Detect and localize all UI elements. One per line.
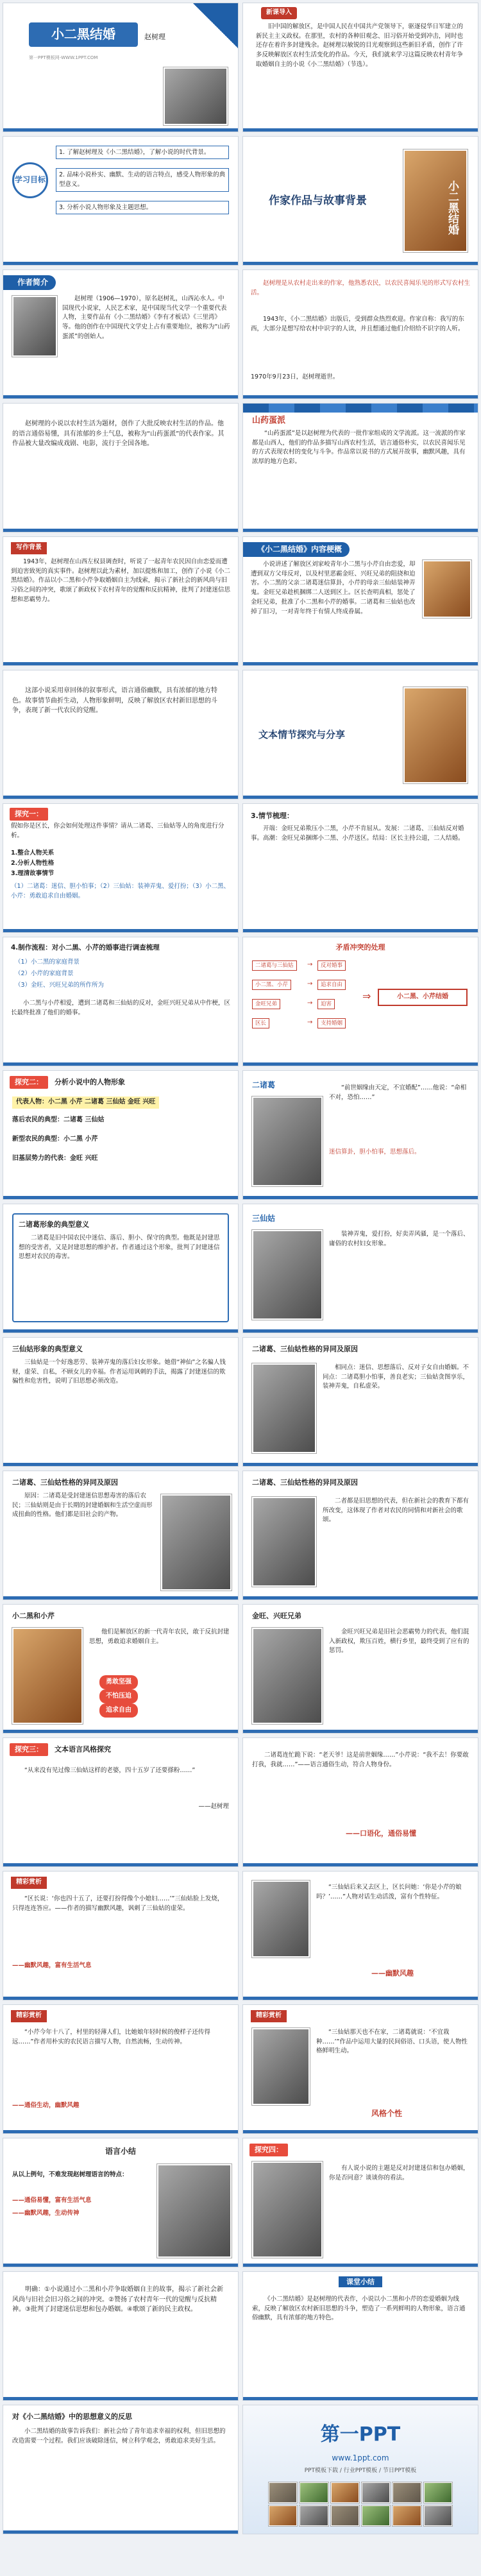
diagram-title: 矛盾冲突的处理 bbox=[335, 943, 385, 951]
section-heading: 《小二黑结婚》内容梗概 bbox=[243, 542, 350, 557]
slide-explore-heading[interactable] bbox=[242, 670, 478, 799]
section-heading: 二诸葛、三仙姑性格的异同及原因 bbox=[252, 1345, 358, 1353]
process-item: （1）小二黑的家庭背景 bbox=[15, 959, 80, 966]
author-text: 赵树理（1906—1970），原名赵树礼，山西沁水人。中国现代小说家，人民艺术家，是中国现当代文学一个重要代表人物，主要作品有《小二黑结婚》《李有才板话》《三里湾》等。他的创作在中国现代文学史上占有重要地位，被称为“山药蛋派”的创始人。 bbox=[62, 295, 230, 340]
slide-explore-4[interactable] bbox=[242, 2138, 478, 2267]
character-text: 金旺兴旺兄弟是旧社会恶霸势力的代表，他们混入新政权，欺压百姓，横行乡里，最终受到了应有的惩罚。 bbox=[329, 1628, 469, 1655]
bottom-bar bbox=[3, 1196, 238, 1199]
summary-text: 《小二黑结婚》是赵树理的代表作，小说以小二黑和小芹的恋爱婚姻为线索，反映了解放区农村新旧思想的斗争，塑造了一系列鲜明的人物形象，语言通俗幽默，具有浓郁的地方特色。 bbox=[252, 2296, 466, 2322]
slide-erzhuge[interactable] bbox=[242, 1070, 478, 1200]
scene-illustration bbox=[423, 560, 471, 618]
trait-pill: 勇敢坚强 bbox=[99, 1675, 138, 1689]
section-heading: 文本情节探究与分享 bbox=[258, 729, 346, 740]
example-source: ——赵树理 bbox=[198, 1803, 229, 1810]
flow-node: 支持婚姻 bbox=[317, 1018, 346, 1028]
bottom-bar bbox=[3, 2397, 238, 2400]
section-heading: 探究四： bbox=[249, 2144, 288, 2156]
section-tag: 精彩赏析 bbox=[11, 2010, 47, 2022]
section-heading: 3.情节梳理： bbox=[251, 812, 294, 820]
slide-appreciation-2[interactable] bbox=[242, 1871, 478, 2000]
section-heading: 4.制作流程：对小二黑、小芹的婚事进行调查梳理 bbox=[11, 944, 160, 951]
bottom-bar bbox=[3, 1596, 238, 1599]
bottom-bar bbox=[243, 1062, 478, 1066]
bottom-bar bbox=[3, 929, 238, 932]
style-note: ——幽默风趣 bbox=[371, 1969, 414, 1977]
section-heading: 探究二： bbox=[10, 1076, 48, 1089]
author-text: 赵树理 bbox=[144, 33, 165, 41]
style-note: ——口语化，通俗易懂 bbox=[346, 1829, 416, 1838]
style-note: ——幽默风趣，富有生活气息 bbox=[12, 1962, 92, 1969]
goal-item: 2. 品味小说朴实、幽默、生动的语言特点，感受人物形象的典型意义。 bbox=[56, 168, 229, 191]
explore-answer: （1）二诸葛：迷信、胆小怕事；（2）三仙姑：装神弄鬼、爱打扮；（3）小二黑、小芹：勇敢追求自由婚姻。 bbox=[11, 883, 230, 900]
example-text: 二诸葛连忙跪下说：“老天爷！这是前世姻缘……”小芹说：“我不去！你要敢打我，我就……”——语言通俗生动，符合人物身份。 bbox=[252, 1752, 469, 1768]
bottom-bar bbox=[243, 1863, 478, 1866]
bottom-bar bbox=[243, 529, 478, 532]
summary-point: ——幽默风趣，生动传神 bbox=[12, 2210, 80, 2217]
summary-point: ——通俗易懂，富有生活气息 bbox=[12, 2197, 92, 2204]
explore-item: 2.分析人物性格 bbox=[11, 860, 55, 867]
compare-text: 相同点：迷信、思想落后、反对子女自由婚姻。不同点：二诸葛胆小怕事，善良老实；三仙姑贪图享乐，装神弄鬼，自私虚荣。 bbox=[323, 1364, 469, 1390]
narrative-text: 这部小说采用章回体的叙事形式，语言通俗幽默，具有浓郁的地方特色。故事情节曲折生动，人物形象鲜明，反映了解放区农村新旧思想的斗争，表现了新一代农民的觉醒。 bbox=[12, 687, 217, 714]
slide-appreciation-1[interactable] bbox=[3, 1871, 239, 2000]
cover-illustration bbox=[164, 67, 228, 125]
bottom-bar bbox=[243, 1463, 478, 1466]
section-tag: 写作背景 bbox=[11, 542, 47, 554]
section-tag: 新课导入 bbox=[261, 7, 297, 19]
character-note: 迷信算卦，胆小怕事，思想落后。 bbox=[329, 1148, 421, 1156]
brand-subtitle: PPT模板下载 / 行业PPT模板 / 节日PPT模板 bbox=[304, 2468, 417, 2474]
author-portrait bbox=[12, 296, 57, 357]
bottom-bar bbox=[3, 796, 238, 799]
section-heading: 小二黑和小芹 bbox=[12, 1612, 55, 1620]
bottom-bar bbox=[243, 1997, 478, 2000]
slide-goals[interactable] bbox=[3, 136, 239, 266]
summary-text: 小说讲述了解放区刘家峧青年小二黑与小芹自由恋爱，却遭到双方父母反对，以及村里恶霸金旺、兴旺兄弟的阻挠和迫害。小二黑的父亲二诸葛迷信算卦，小芹的母亲三仙姑装神弄鬼。金旺兄弟趁机捆绑二人送到区上。区长查明真相，惩处了金旺兄弟，批准了小二黑和小芹的婚事。二诸葛和三仙姑也改掉了旧习，一对青年终于有情人终成眷属。 bbox=[251, 561, 416, 615]
example-quote: “从来没有见过像三仙姑这样的老婆，四十五岁了还要搽粉……” bbox=[24, 1767, 196, 1774]
illustration bbox=[252, 2028, 310, 2105]
meaning-text: 二诸葛是旧中国农民中迷信、落后、胆小、保守的典型。他既是封建思想的受害者，又是封建思想的维护者。作者通过这个形象，批判了封建迷信思想对农民的毒害。 bbox=[19, 1234, 220, 1261]
slide-compare-2[interactable] bbox=[3, 1471, 239, 1600]
character-name: 三仙姑 bbox=[252, 1214, 276, 1223]
slide-brand-ad[interactable] bbox=[242, 2405, 478, 2534]
character-note: 装神弄鬼，爱打扮，好卖弄风骚，是一个落后、庸俗的农村妇女形象。 bbox=[329, 1231, 469, 1247]
slide-conflict[interactable] bbox=[242, 937, 478, 1066]
template-thumbnail[interactable] bbox=[424, 2505, 452, 2526]
slide-language-summary[interactable] bbox=[3, 2138, 239, 2267]
template-thumbnail[interactable] bbox=[392, 2505, 421, 2526]
slide-process[interactable] bbox=[3, 937, 239, 1066]
bottom-bar bbox=[243, 2130, 478, 2133]
footer-text: 第一PPT模板网-WWW.1PPT.COM bbox=[29, 55, 98, 60]
bottom-bar bbox=[243, 1196, 478, 1199]
section-tag: 精彩赏析 bbox=[11, 1877, 47, 1889]
section-heading: 山药蛋派 bbox=[252, 416, 286, 425]
slide-appreciation-4[interactable] bbox=[242, 2004, 478, 2134]
bottom-bar bbox=[3, 1329, 238, 1333]
appreciation-text: “小芹今年十八了，村里的轻薄人们，比她娘年轻时候的俊样子还传得远……”作者用朴实的农民语言描写人物，自然流畅，生动传神。 bbox=[12, 2029, 210, 2045]
slide-jinwang[interactable] bbox=[242, 1604, 478, 1734]
bottom-bar bbox=[3, 662, 238, 665]
character-row: 新型农民的典型：小二黑 小芹 bbox=[12, 1136, 98, 1143]
bottom-bar bbox=[3, 1463, 238, 1466]
arrow-icon: ⇒ bbox=[362, 990, 371, 1002]
illustration bbox=[252, 2162, 323, 2258]
author-text-2: 1943年，《小二黑结婚》出版后，受到群众热烈欢迎。作家自称：我写的东西，大部分是想写给农村中识字的人读，并且想通过他们介绍给不识字的人听。 bbox=[251, 316, 464, 332]
bottom-bar bbox=[243, 1596, 478, 1599]
slide-summary[interactable] bbox=[242, 536, 478, 666]
question-text: 假如你是区长，你会如何处理这件事情？请从二诸葛、三仙姑等人的角度进行分析。 bbox=[11, 823, 224, 839]
bottom-bar bbox=[3, 1997, 238, 2000]
slide-xiaoerhei[interactable] bbox=[3, 1604, 239, 1734]
arrow-icon: → bbox=[307, 1000, 313, 1007]
bottom-bar bbox=[3, 128, 238, 132]
slide-explore-1[interactable] bbox=[3, 803, 239, 933]
character-row: 代表人物：小二黑 小芹 二诸葛 三仙姑 金旺 兴旺 bbox=[12, 1096, 159, 1109]
slide-erzhuge-meaning[interactable] bbox=[3, 1204, 239, 1333]
bottom-bar bbox=[3, 529, 238, 532]
template-thumbnail[interactable] bbox=[300, 2482, 328, 2503]
slide-language-1[interactable] bbox=[242, 1737, 478, 1867]
section-heading: 二诸葛、三仙姑性格的异同及原因 bbox=[252, 1478, 358, 1487]
bottom-bar bbox=[243, 262, 478, 265]
goals-badge: 学习目标 bbox=[12, 162, 48, 198]
slide-school[interactable] bbox=[242, 403, 478, 533]
illustration bbox=[252, 1628, 323, 1724]
slide-explore-3[interactable] bbox=[3, 1737, 239, 1867]
brand-logo: 第一PPT bbox=[320, 2423, 401, 2446]
slide-appreciation-3[interactable] bbox=[3, 2004, 239, 2134]
compare-text: 二者都是旧思想的代表，但在新社会的教育下都有所改变，这体现了作者对农民的同情和对新社会的歌颂。 bbox=[323, 1497, 469, 1524]
template-thumbnail[interactable] bbox=[331, 2482, 359, 2503]
template-thumbnail[interactable] bbox=[269, 2505, 297, 2526]
bottom-bar bbox=[243, 929, 478, 932]
style-note: 风格个性 bbox=[371, 2109, 403, 2118]
slide-style[interactable] bbox=[3, 403, 239, 533]
template-thumbnail[interactable] bbox=[331, 2505, 359, 2526]
template-thumbnail-grid bbox=[269, 2482, 452, 2526]
template-thumbnail[interactable] bbox=[269, 2482, 297, 2503]
trait-pill: 追求自由 bbox=[99, 1703, 138, 1718]
question-text: 有人说小说的主题是反对封建迷信和包办婚姻，你是否同意？谈谈你的看法。 bbox=[329, 2165, 469, 2181]
template-thumbnail[interactable] bbox=[300, 2505, 328, 2526]
flow-node: 二诸葛与三仙姑 bbox=[252, 960, 297, 971]
top-stripe bbox=[243, 404, 478, 413]
cover-illustration bbox=[403, 687, 468, 783]
slide-plot[interactable] bbox=[242, 803, 478, 933]
section-heading: 对《小二黑结婚》中的思想意义的反思 bbox=[12, 2412, 132, 2421]
bottom-bar bbox=[3, 262, 238, 265]
intro-text: 旧中国的解放区，是中国人民在中国共产党领导下，驱逐侵华日军建立的新民主主义政权。在那里，农村的各种旧观念、旧习俗开始受到冲击，同时也还存在着许多封建残余。赵树理以敏锐的目光观察到这些新旧矛盾，创作了许多反映解放区农村生活变化的作品。今天，我们就来学习这篇反映农村青年争取婚姻自主的小说《小二黑结婚》（节选）。 bbox=[256, 23, 464, 68]
slide-theme[interactable] bbox=[3, 2271, 239, 2401]
character-row: 旧基层势力的代表：金旺 兴旺 bbox=[12, 1155, 98, 1162]
bottom-bar bbox=[3, 1730, 238, 1733]
style-text: 赵树理的小说以农村生活为题材，创作了大批反映农村生活的作品。他的语言通俗易懂，具有浓郁的乡土气息，被称为“山药蛋派”的代表作家。其作品被大量改编成戏剧、电影，流行于全国各地。 bbox=[12, 420, 224, 447]
reflection-text: 小二黑结婚的故事告诉我们：新社会给了青年追求幸福的权利，但旧思想的改造需要一个过程。我们应该破除迷信，树立科学观念，勇敢追求美好生活。 bbox=[12, 2428, 226, 2444]
slide-reflection[interactable] bbox=[3, 2405, 239, 2534]
bottom-bar bbox=[3, 1863, 238, 1866]
slide-background[interactable] bbox=[3, 536, 239, 666]
section-heading: 作者简介 bbox=[3, 275, 56, 290]
flow-node: 追求自由 bbox=[317, 980, 346, 990]
illustration bbox=[157, 2164, 232, 2258]
bottom-bar bbox=[3, 2130, 238, 2133]
section-heading: 语言小结 bbox=[105, 2147, 136, 2156]
explore-item: 3.理清故事情节 bbox=[11, 870, 55, 877]
appreciation-text: “三仙姑后来又去区上，区长问她：‘你是小芹的娘吗？’……”人物对话生动活泼，富有个性特征。 bbox=[316, 1884, 462, 1900]
bottom-bar bbox=[243, 2264, 478, 2267]
flow-node: 金旺兄弟 bbox=[252, 999, 280, 1009]
section-heading: 探究一： bbox=[10, 808, 48, 821]
summary-point: 从以上例句，不难发现赵树理语言的特点： bbox=[12, 2171, 128, 2178]
theme-text: 明确：①小说通过小二黑和小芹争取婚姻自主的故事，揭示了新社会新风尚与旧社会旧习俗之间的冲突。②赞扬了农村青年一代的觉醒与反抗精神。③批判了封建迷信思想和包办婚姻。④歌颂了新的民主政权。 bbox=[12, 2286, 223, 2313]
slide-title[interactable] bbox=[3, 3, 239, 132]
character-quote: “前世姻缘由天定，不宜婚配”……他说：“命相不对，恐怕……” bbox=[329, 1084, 467, 1101]
flow-node: 迫害 bbox=[317, 999, 335, 1009]
slide-sanxiangu-meaning[interactable] bbox=[3, 1337, 239, 1467]
section-subtitle: 分析小说中的人物形象 bbox=[55, 1078, 125, 1086]
illustration bbox=[252, 1363, 316, 1453]
section-tag: 课堂小结 bbox=[339, 2276, 382, 2287]
brand-url[interactable]: www.1ppt.com bbox=[332, 2453, 389, 2462]
trait-pill: 不怕压迫 bbox=[99, 1689, 138, 1703]
arrow-icon: → bbox=[307, 961, 313, 968]
process-item: （2）小芹的家庭背景 bbox=[15, 970, 74, 977]
slide-explore-2[interactable] bbox=[3, 1070, 239, 1200]
character-row: 落后农民的典型：二诸葛 三仙姑 bbox=[12, 1116, 105, 1123]
goal-item: 1. 了解赵树理及《小二黑结婚》，了解小说的时代背景。 bbox=[56, 146, 229, 159]
style-note: ——通俗生动，幽默风趣 bbox=[12, 2102, 80, 2109]
character-illustration bbox=[252, 1096, 323, 1186]
slide-class-summary[interactable] bbox=[242, 2271, 478, 2401]
template-thumbnail[interactable] bbox=[362, 2505, 390, 2526]
illustration bbox=[12, 1628, 83, 1724]
author-dates: 1970年9月23日，赵树理逝世。 bbox=[251, 373, 339, 380]
book-cover-title: 小二黑结婚 bbox=[446, 180, 459, 235]
slide-compare-3[interactable] bbox=[242, 1471, 478, 1600]
title-text: 小二黑结婚 bbox=[51, 26, 115, 42]
section-heading: 三仙姑形象的典型意义 bbox=[12, 1345, 83, 1353]
bottom-bar bbox=[3, 1062, 238, 1066]
bottom-bar bbox=[243, 2397, 478, 2400]
character-name: 二诸葛 bbox=[252, 1080, 276, 1089]
explore-item: 1.整合人物关系 bbox=[11, 849, 55, 857]
bottom-bar bbox=[243, 395, 478, 398]
slide-narrative[interactable] bbox=[3, 670, 239, 799]
compare-text: 原因：二诸葛是受封建迷信思想毒害的落后农民；三仙姑则是由于长期的封建婚姻和生活空虚而形成扭曲的性格。他们都是旧社会的产物。 bbox=[12, 1492, 153, 1519]
section-tag: 精彩赏析 bbox=[251, 2010, 287, 2022]
slide-works-heading[interactable] bbox=[242, 136, 478, 266]
section-heading: 探究三： bbox=[10, 1743, 48, 1756]
flow-node: 反对婚事 bbox=[317, 960, 346, 971]
slide-author-2[interactable] bbox=[242, 269, 478, 399]
bottom-bar bbox=[3, 2264, 238, 2267]
illustration bbox=[252, 1881, 310, 1958]
meaning-text: 三仙姑是一个好逸恶劳、装神弄鬼的落后妇女形象。她借“神仙”之名骗人钱财，虚荣、自私，不顾女儿的幸福。作者运用讽刺的手法，揭露了封建迷信的欺骗性和危害性，说明了旧思想必须改造。 bbox=[12, 1359, 226, 1385]
template-thumbnail[interactable] bbox=[424, 2482, 452, 2503]
arrow-icon: → bbox=[307, 980, 313, 987]
school-text: “山药蛋派”是以赵树理为代表的一批作家组成的文学流派。这一流派的作家都是山西人，他们的作品多描写山西农村生活，语言通俗朴实，以农民喜闻乐见的方式表现农村的变化与斗争。作品常以说书的方式展开故事，幽默风趣，具有浓厚的地方色彩。 bbox=[252, 430, 466, 466]
bottom-bar bbox=[243, 1329, 478, 1333]
character-illustration bbox=[252, 1230, 323, 1320]
arrow-icon: → bbox=[307, 1019, 313, 1026]
illustration bbox=[161, 1494, 232, 1591]
plot-text: 开端：金旺兄弟欺压小二黑，小芹不肯屈从。发展：二诸葛、三仙姑反对婚事。高潮：金旺兄弟捆绑小二黑、小芹送区。结局：区长主持公道，二人结婚。 bbox=[251, 825, 464, 842]
corner-decoration bbox=[193, 3, 238, 48]
illustration bbox=[252, 1497, 316, 1587]
bottom-bar bbox=[243, 128, 478, 132]
slide-author[interactable] bbox=[3, 269, 239, 399]
slide-intro[interactable] bbox=[242, 3, 478, 132]
flow-node: 小二黑、小芹 bbox=[252, 980, 291, 990]
slide-sanxiangu[interactable] bbox=[242, 1204, 478, 1333]
template-thumbnail[interactable] bbox=[362, 2482, 390, 2503]
bottom-bar bbox=[243, 796, 478, 799]
section-heading: 作家作品与故事背景 bbox=[269, 194, 367, 207]
process-text: 小二黑与小芹相爱，遭到二诸葛和三仙姑的反对，金旺兴旺兄弟从中作梗，区长最终批准了他们的婚事。 bbox=[11, 1000, 231, 1016]
process-item: （3）金旺、兴旺兄弟的所作所为 bbox=[15, 982, 105, 989]
section-heading: 二诸葛、三仙姑性格的异同及原因 bbox=[12, 1478, 118, 1487]
bottom-bar bbox=[3, 395, 238, 398]
section-subtitle: 文本语言风格探究 bbox=[55, 1745, 111, 1753]
bottom-bar bbox=[3, 2530, 238, 2534]
author-text-1: 赵树理是从农村走出来的作家，他熟悉农民，以农民喜闻乐见的形式写农村生活。 bbox=[251, 280, 471, 296]
slide-compare-1[interactable] bbox=[242, 1337, 478, 1467]
appreciation-text: “三仙姑那天也不在家，二诸葛就说：‘不宜栽种……’”作品中运用大量的民间俗语、口头语，使人物性格鲜明生动。 bbox=[316, 2029, 468, 2055]
template-thumbnail[interactable] bbox=[392, 2482, 421, 2503]
character-text: 他们是解放区的新一代青年农民，敢于反抗封建思想，勇敢追求婚姻自主。 bbox=[89, 1628, 230, 1645]
section-heading: 金旺、兴旺兄弟 bbox=[252, 1612, 301, 1620]
result-node: 小二黑、小芹结婚 bbox=[378, 989, 468, 1006]
background-text: 1943年，赵树理在山西左权县调查时，听说了一起青年农民因自由恋爱而遭到迫害致死的真实事件。赵树理以此为素材，加以提炼和加工，创作了小说《小二黑结婚》。作品以小二黑和小芹争取婚姻自主为线索，揭示了新社会的新风尚与旧习俗之间的冲突，歌颂了新政权下农村青年的觉醒和反抗精神，批判了封建迷信思想和恶霸势力。 bbox=[11, 558, 231, 603]
appreciation-text: “区长说：‘你也四十五了，还要打扮得像个小媳妇……’”三仙姑脸上发烧，只得连连答应。——作者的描写幽默风趣，讽刺了三仙姑的虚荣。 bbox=[12, 1895, 224, 1912]
bottom-bar bbox=[243, 1730, 478, 1733]
bottom-bar bbox=[243, 662, 478, 665]
goal-item: 3. 分析小说人物形象及主题思想。 bbox=[56, 201, 229, 214]
section-heading: 二诸葛形象的典型意义 bbox=[19, 1220, 89, 1229]
flow-node: 区长 bbox=[252, 1018, 269, 1028]
